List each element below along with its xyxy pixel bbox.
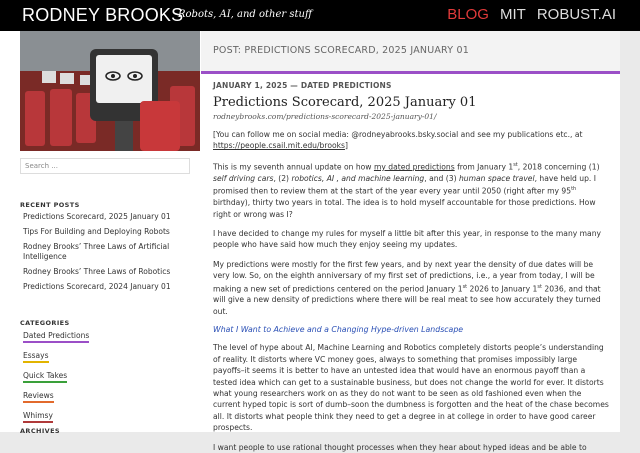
nav-blog[interactable]: BLOG	[447, 6, 489, 23]
top-bar	[0, 0, 640, 31]
recent-posts-title: RECENT POSTS	[20, 201, 80, 209]
recent-post-link[interactable]: Predictions Scorecard, 2024 January 01	[23, 282, 171, 291]
sidebar	[0, 31, 201, 435]
paragraph-predictions: My predictions were mostly for the first few years, and by next year the density of due dates will be very low. So, on the eighth anniversary of my first set of predictions, i.e., a year from today, I will be making a new set of predictions centered on the period January 1st 2026 to January 1st 2036, and that will give a new density of predictions where there will be real meat to see how accurately they turned out.	[213, 259, 601, 316]
csail-link[interactable]: https://people.csail.mit.edu/brooks	[213, 141, 345, 151]
category-link[interactable]: Quick Takes	[23, 371, 67, 383]
article	[213, 81, 609, 453]
paragraph-rational: I want people to use rational thought processes when they hear about hyped ideas and be able to	[213, 442, 587, 452]
section-subheading: What I Want to Achieve and a Changing Hype-driven Landscape	[213, 325, 464, 335]
post-meta: JANUARY 1, 2025 — DATED PREDICTIONS	[213, 81, 392, 90]
nav-mit[interactable]: MIT	[499, 6, 526, 23]
recent-post-link[interactable]: Rodney Brooks’ Three Laws of Artificial Intelligence	[23, 242, 170, 261]
post-header-title: POST: PREDICTIONS SCORECARD, 2025 JANUARY 01	[213, 45, 469, 56]
paragraph-intro: This is my seventh annual update on how my dated predictions from January 1st, 2018 concerning (1) self driving cars, (2) robotics, AI , and machine learning, and (3) human space travel, have held up. I promised then to review them at the start of the year every year until 2050 (right after my 95th birthday), thirty two years in total. The idea is to hold myself accountable for those predictions. How right or wrong was I?	[213, 161, 600, 219]
paragraph-rules: I have decided to change my rules for myself a little bit after this year, in response to the many many people who have said how much they enjoy seeing my updates.	[213, 228, 602, 250]
paragraph-hype: The level of hype about AI, Machine Learning and Robotics completely distorts people’s understanding of reality. It distorts where VC money goes, always to something that promises impossibly large payoffs–it seems it is better to have an untested idea that would have an enormous payoff than a tested idea which can get to a sustainable business, but does not change the world for ever. It distorts what young researchers work on as they do not want to be seen as old fashioned even when the current hyped topic is sort of dumb–soon the dumbness is forgotten and the heat of the chase becomes all. It distorts what people think they need to get a degree in at college in order to have good career prospects.	[213, 343, 609, 433]
category-link[interactable]: Reviews	[23, 391, 54, 403]
category-link[interactable]: Essays	[23, 351, 49, 363]
category-link[interactable]: Dated Predictions	[23, 331, 89, 343]
site-tagline: Robots, AI, and other stuff	[178, 9, 313, 20]
recent-post-link[interactable]: Tips For Building and Deploying Robots	[23, 227, 170, 236]
archives-title: ARCHIVES	[20, 427, 61, 435]
post-url: rodneybrooks.com/predictions-scorecard-2025-january-01/	[213, 112, 437, 121]
categories-title: CATEGORIES	[20, 319, 70, 327]
recent-post-link[interactable]: Rodney Brooks’ Three Laws of Robotics	[23, 267, 171, 276]
recent-posts-list	[23, 212, 183, 297]
header-robot-image	[20, 31, 200, 151]
post-title[interactable]: Predictions Scorecard, 2025 January 01	[213, 95, 477, 110]
main-content	[201, 31, 620, 452]
category-link[interactable]: Whimsy	[23, 411, 53, 423]
top-nav	[447, 6, 616, 23]
paragraph-social: [You can follow me on social media: @rodneyabrooks.bsky.social and see my publications etc., at https://people.csail.mit.edu/brooks]	[213, 130, 583, 151]
recent-post-link[interactable]: Predictions Scorecard, 2025 January 01	[23, 212, 171, 221]
site-title[interactable]: RODNEY BROOKS	[22, 5, 184, 25]
categories-list	[23, 331, 89, 431]
nav-robust-ai[interactable]: ROBUST.AI	[536, 6, 616, 23]
search-input[interactable]: Search ...	[20, 158, 190, 174]
post-header-band	[201, 31, 620, 74]
dated-predictions-link[interactable]: my dated predictions	[373, 162, 455, 172]
